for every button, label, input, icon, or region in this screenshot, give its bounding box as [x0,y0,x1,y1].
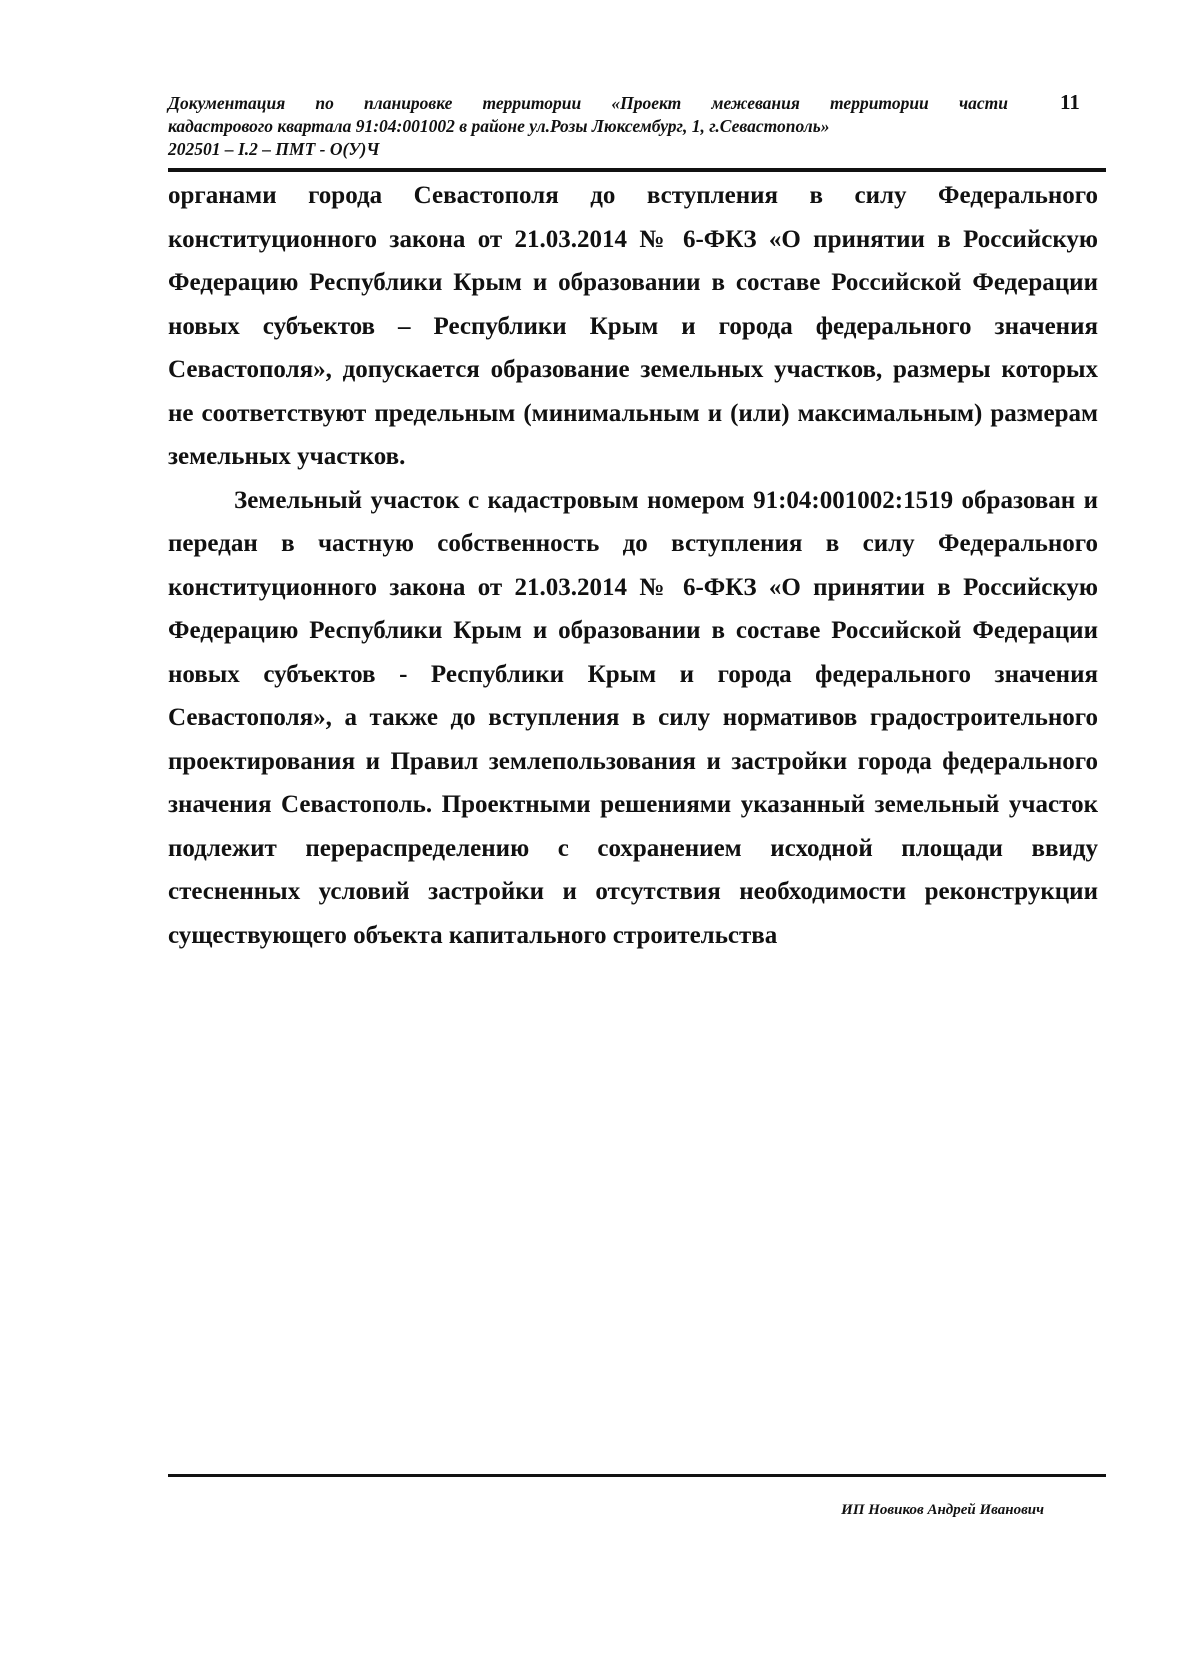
body-paragraph-2: Земельный участок с кадастровым номером 91:04:001002:1519 образован и передан в частную собственность до вступления в силу Федерального конституционного закона от 21.03.2014 № 6-ФКЗ «О принятии в Российскую Федерацию Республики Крым и образовании в составе Российской Федерации новых субъектов - Республики Крым и города федерального значения Севастополя», а также до вступления в силу нормативов градостроительного проектирования и Правил землепользования и застройки города федерального значения Севастополь. Проектными решениями указанный земельный участок подлежит перераспределению с сохранением исходной площади ввиду стесненных условий застройки и отсутствия необходимости реконструкции существующего объекта капитального строительства [168,486,1098,949]
footer-divider [168,1474,1106,1477]
header-document-code: 202501 – I.2 – ПМТ - О(У)Ч [168,139,380,159]
header-title-line-2: кадастрового квартала 91:04:001002 в районе ул.Розы Люксембург, 1, г.Севастополь» [168,116,830,136]
body-paragraph-1: органами города Севастополя до вступления в силу Федерального конституционного закона от 21.03.2014 № 6-ФКЗ «О принятии в Российскую Федерацию Республики Крым и образовании в составе Российской Федерации новых субъектов – Республики Крым и города федерального значения Севастополя», допускается образование земельных участков, размеры которых не соответствуют предельным (минимальным и (или) максимальным) размерам земельных участков. [168,182,1098,470]
header-title-line-1: Документация по планировке территории «Проект межевания территории части [168,93,1008,113]
header-divider [168,168,1106,172]
document-body [168,174,1098,957]
page-header [168,92,1088,161]
footer-author: ИП Новиков Андрей Иванович [841,1502,1044,1518]
page-number: 11 [1060,90,1080,114]
